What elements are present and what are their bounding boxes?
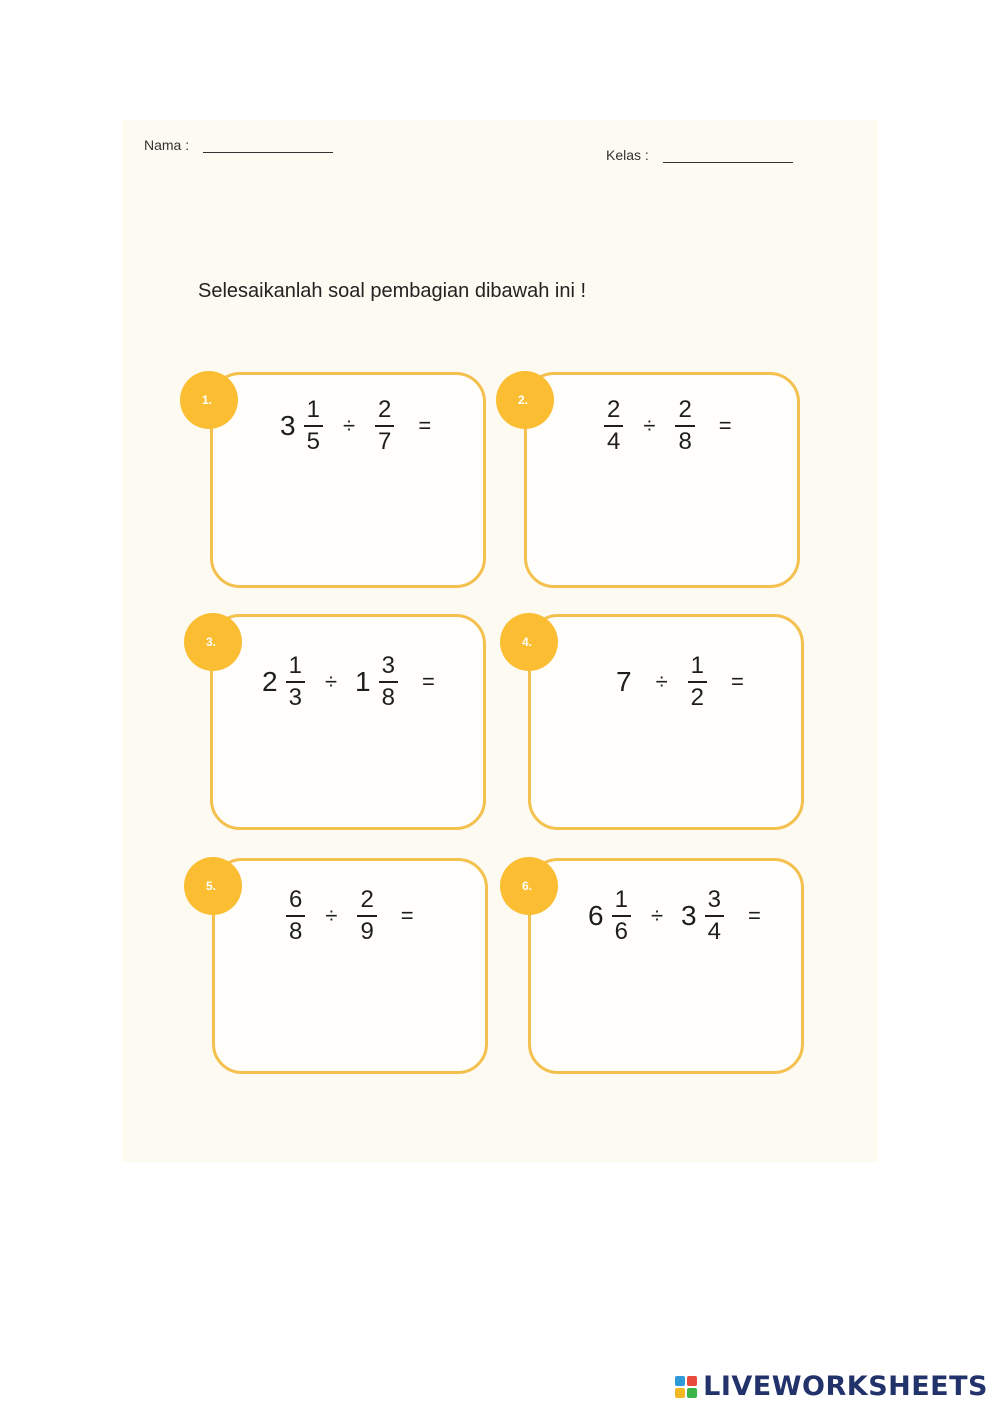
equals-sign: = xyxy=(421,669,435,694)
left-numerator: 2 xyxy=(607,396,621,423)
left-denominator: 6 xyxy=(612,915,631,944)
right-numerator: 2 xyxy=(678,396,692,423)
right-fraction xyxy=(375,398,394,454)
left-numerator: 1 xyxy=(306,396,320,423)
right-fraction xyxy=(379,654,398,710)
left-numerator: 1 xyxy=(288,652,302,679)
left-whole: 3 xyxy=(280,410,296,441)
problem-box-3[interactable] xyxy=(210,614,486,830)
right-numerator: 2 xyxy=(360,886,374,913)
problem-number-badge-3: 3. xyxy=(184,613,242,671)
problem-number-badge-1: 1. xyxy=(180,371,238,429)
worksheet xyxy=(122,120,878,1162)
right-whole: 1 xyxy=(355,666,371,697)
left-denominator: 8 xyxy=(286,915,305,944)
equals-sign: = xyxy=(747,903,761,928)
left-whole: 2 xyxy=(262,666,278,697)
nama-input-line[interactable] xyxy=(203,151,333,153)
right-fraction xyxy=(357,888,376,944)
left-denominator: 3 xyxy=(286,681,305,710)
kelas-label: Kelas : xyxy=(606,147,649,163)
equals-sign: = xyxy=(418,413,432,438)
problem-number-badge-4: 4. xyxy=(500,613,558,671)
liveworksheets-logo-icon xyxy=(675,1376,697,1398)
left-whole: 6 xyxy=(588,900,604,931)
problem-expression-2 xyxy=(602,398,732,454)
divide-operator: ÷ xyxy=(325,903,338,928)
right-fraction xyxy=(675,398,694,454)
nama-label: Nama : xyxy=(144,137,190,153)
problem-expression-6 xyxy=(588,888,761,944)
right-numerator: 2 xyxy=(378,396,392,423)
divide-operator: ÷ xyxy=(643,413,656,438)
problem-expression-4 xyxy=(616,654,744,710)
right-denominator: 7 xyxy=(375,425,394,454)
problem-number-badge-5: 5. xyxy=(184,857,242,915)
right-whole: 3 xyxy=(681,900,697,931)
right-denominator: 2 xyxy=(688,681,707,710)
problem-number-badge-6: 6. xyxy=(500,857,558,915)
divide-operator: ÷ xyxy=(324,669,338,694)
right-denominator: 8 xyxy=(379,681,398,710)
left-fraction xyxy=(286,888,305,944)
equals-sign: = xyxy=(731,669,744,694)
problem-expression-1 xyxy=(280,398,431,454)
right-numerator: 3 xyxy=(381,652,395,679)
right-numerator: 3 xyxy=(707,886,721,913)
right-fraction xyxy=(705,888,724,944)
left-fraction xyxy=(604,398,623,454)
right-denominator: 4 xyxy=(705,915,724,944)
left-fraction xyxy=(612,888,631,944)
divide-operator: ÷ xyxy=(342,413,356,438)
problem-number-badge-2: 2. xyxy=(496,371,554,429)
right-numerator: 1 xyxy=(690,652,705,679)
left-numerator: 6 xyxy=(289,886,303,913)
left-denominator: 4 xyxy=(604,425,623,454)
kelas-input-line[interactable] xyxy=(663,161,793,163)
liveworksheets-logo-text: LIVEWORKSHEETS xyxy=(703,1371,988,1402)
problem-box-4[interactable] xyxy=(528,614,804,830)
left-numerator: 1 xyxy=(614,886,628,913)
divide-operator: ÷ xyxy=(655,669,668,694)
left-whole: 7 xyxy=(616,666,632,697)
equals-sign: = xyxy=(400,903,414,928)
equals-sign: = xyxy=(718,413,732,438)
right-denominator: 8 xyxy=(675,425,694,454)
nama-field xyxy=(144,137,333,153)
left-fraction xyxy=(286,654,305,710)
left-denominator: 5 xyxy=(304,425,323,454)
right-denominator: 9 xyxy=(357,915,376,944)
right-fraction xyxy=(688,654,707,710)
instruction-text: Selesaikanlah soal pembagian dibawah ini ! xyxy=(198,280,587,302)
left-fraction xyxy=(304,398,323,454)
kelas-field xyxy=(606,147,793,163)
liveworksheets-logo[interactable] xyxy=(675,1371,988,1402)
problem-expression-5 xyxy=(284,888,414,944)
problem-expression-3 xyxy=(262,654,435,710)
divide-operator: ÷ xyxy=(650,903,664,928)
